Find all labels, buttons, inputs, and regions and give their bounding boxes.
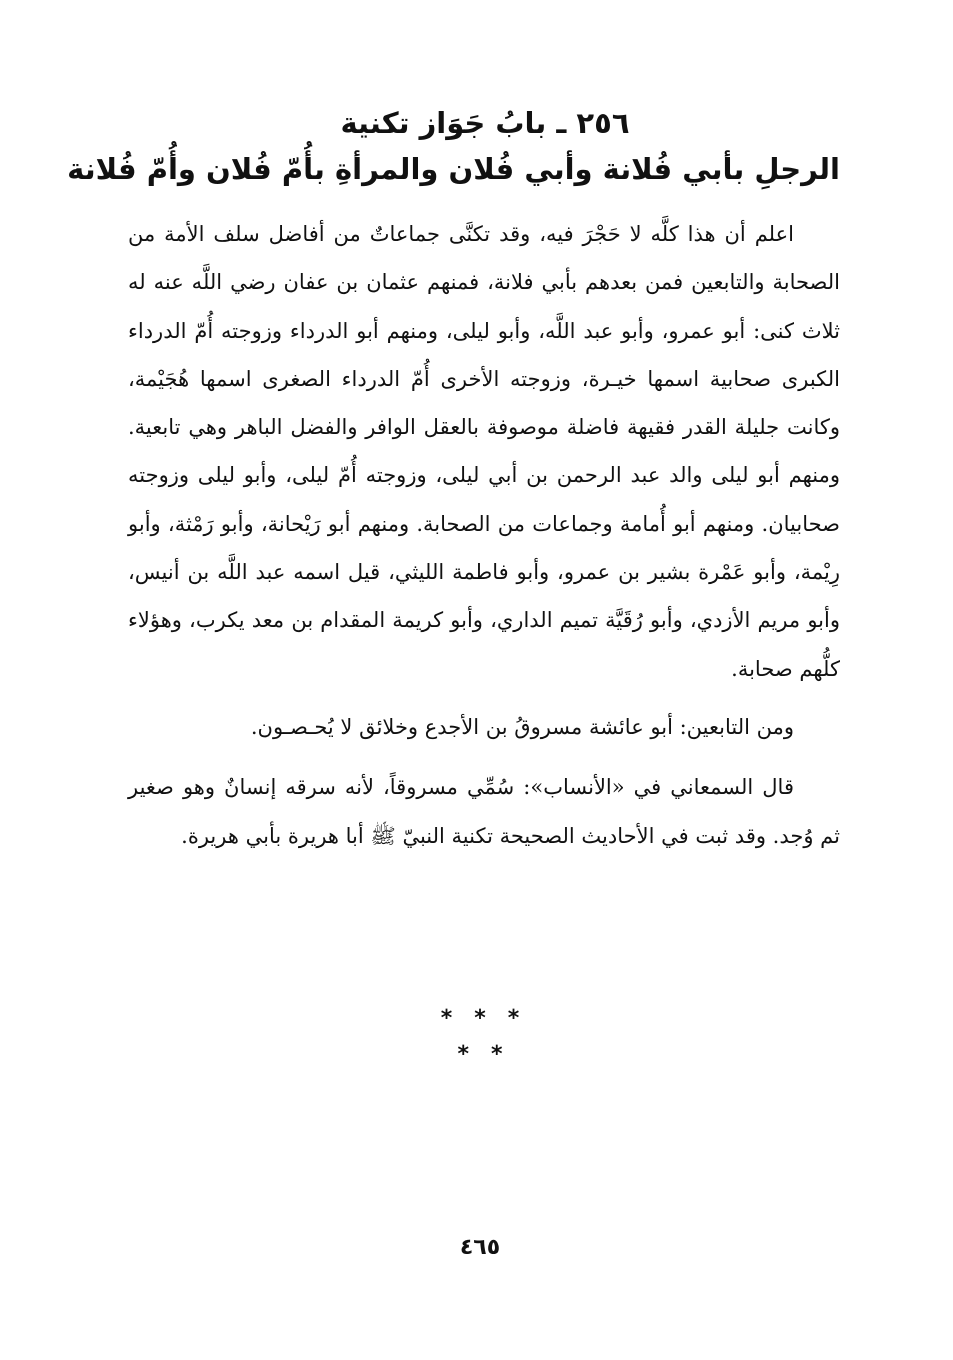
asterisk-icon: *	[491, 1042, 503, 1067]
section-divider-row-2	[380, 1042, 580, 1067]
paragraph-3: قال السمعاني في «الأنساب»: سُمِّي مسروقاً، لأنه سرقه إنسانٌ وهو صغير ثم وُجد. وقد ثبت في الأحاديث الصحيحة تكنية النبيّ ﷺ أبا هريرة بأبي هريرة.	[128, 775, 840, 848]
section-divider-row-1	[380, 1006, 580, 1031]
asterisk-icon: *	[457, 1042, 469, 1067]
paragraph-1: اعلم أن هذا كلَّه لا حَجْرَ فيه، وقد تكنَّى جماعاتٌ من أفاضل سلف الأمة من الصحابة والتابعين فمن بعدهم بأبي فلانة، فمنهم عثمان بن عفان رضي اللَّه عنه له ثلاث كنى: أبو عمرو، وأبو عبد اللَّه، وأبو ليلى، ومنهم أبو الدرداء وزوجته أُمّ الدرداء الكبرى صحابية اسمها خيـرة، وزوجته الأخرى أُمّ الدرداء الصغرى اسمها هُجَيْمة، وكانت جليلة القدر فقيهة فاضلة موصوفة بالعقل الوافر والفضل الباهر وهي تابعية. ومنهم أبو ليلى والد عبد الرحمن بن أبي ليلى، وزوجته أُمّ ليلى، وأبو ليلى وزوجته صحابيان. ومنهم أبو أُمامة وجماعات من الصحابة. ومنهم أبو رَيْحانة، وأبو رَمْثة، وأبو رِيْمة، وأبو عَمْرة بشير بن عمرو، وأبو فاطمة الليثي، قيل اسمه عبد اللَّه بن أنيس، وأبو مريم الأزدي، وأبو رُقَيَّة تميم الداري، وأبو كريمة المقدام بن معد يكرب، وهؤلاء كلُّهم صحابة.	[128, 222, 840, 681]
paragraph-2: ومن التابعين: أبو عائشة مسروقُ بن الأجدع وخلائق لا يُحـصـون.	[250, 714, 794, 739]
page-number: ٤٦٥	[459, 1235, 501, 1260]
chapter-title-line-2: الرجلِ بأبي فُلانة وأبي فُلان والمرأةِ بأُمّ فُلان وأُمّ فُلانة	[67, 152, 840, 186]
asterisk-icon: *	[440, 1006, 453, 1031]
asterisk-icon: *	[474, 1006, 486, 1031]
chapter-title-line-1: ٢٥٦ ـ بابُ جَوَاز تكنية	[340, 106, 630, 140]
chapter-body	[128, 210, 840, 860]
chapter-heading	[67, 100, 840, 192]
asterisk-icon: *	[507, 1006, 520, 1031]
